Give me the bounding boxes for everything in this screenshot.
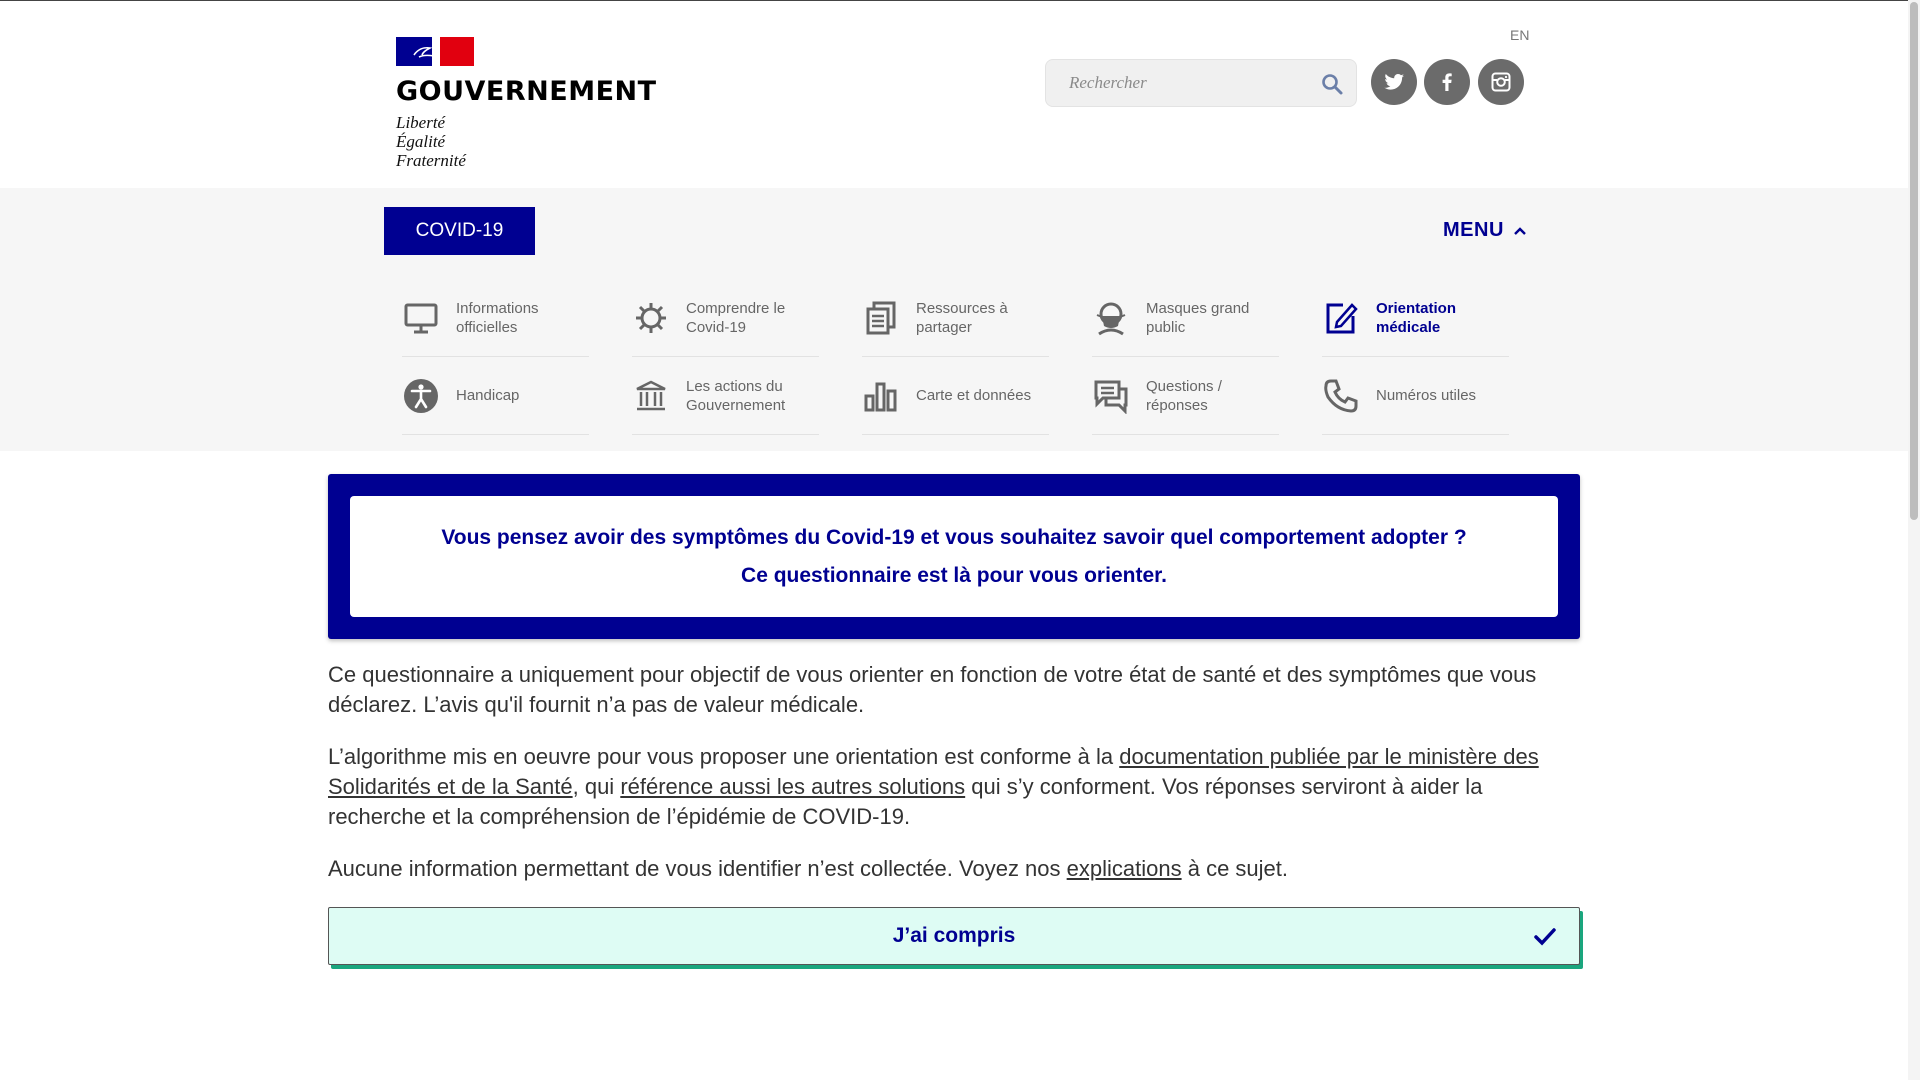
- language-switch-link[interactable]: EN: [1510, 27, 1530, 43]
- government-title: GOUVERNEMENT: [396, 76, 657, 107]
- menu-item-label: Masques grand public: [1146, 299, 1250, 336]
- search-input[interactable]: [1046, 60, 1296, 106]
- edit-note-icon: [1322, 299, 1360, 337]
- menu-label: MENU: [1443, 219, 1504, 241]
- government-logo[interactable]: [396, 37, 656, 169]
- menu-item-label: Comprendre le Covid-19: [686, 299, 786, 336]
- other-solutions-link[interactable]: référence aussi les autres solutions: [620, 774, 966, 799]
- search-box: [1045, 59, 1357, 107]
- facebook-button[interactable]: [1424, 59, 1470, 105]
- flag-icon: [396, 37, 474, 66]
- motto-fraternite: Fraternité: [396, 151, 466, 170]
- paragraph-text: , qui: [572, 774, 621, 799]
- scrollbar-thumb[interactable]: [1910, 2, 1918, 520]
- paragraph-text: qui s’y conforment. Vos réponses serviront à aider la recherche et la compréhension de l’épidémie de COVID-19.: [328, 774, 1483, 829]
- twitter-button[interactable]: [1371, 59, 1417, 105]
- phone-icon: [1322, 377, 1360, 415]
- disclaimer-paragraph-2: [328, 742, 1578, 832]
- menu-item-informations-officielles[interactable]: [402, 279, 589, 357]
- site-header: [0, 1, 1908, 187]
- documents-icon: [862, 299, 900, 337]
- disclaimer-text: [328, 660, 1578, 906]
- menu-item-label: Les actions du Gouvernement: [686, 377, 786, 414]
- documentation-link[interactable]: documentation publiée par le ministère des Solidarités et de la Santé: [328, 744, 1539, 799]
- marianne-icon: [410, 43, 440, 61]
- explanations-link[interactable]: explications: [1066, 856, 1182, 881]
- understood-button[interactable]: [328, 907, 1580, 965]
- disclaimer-paragraph-1: Ce questionnaire a uniquement pour objectif de vous orienter en fonction de votre état de santé et des symptômes que vous déclarez. L’avis qu'il fournit n’a pas de valeur médicale.: [328, 662, 1537, 717]
- instagram-icon: [1489, 70, 1513, 94]
- motto-liberte: Liberté: [396, 113, 446, 132]
- vertical-scrollbar[interactable]: [1908, 0, 1920, 1080]
- menu-item-label: Ressources à partager: [916, 299, 1008, 336]
- menu-item-label: Informations officielles: [456, 299, 539, 336]
- menu-item-numeros-utiles[interactable]: [1322, 357, 1509, 435]
- menu-item-actions-gouvernement[interactable]: [632, 357, 819, 435]
- twitter-icon: [1382, 70, 1406, 94]
- banner-question: Vous pensez avoir des symptômes du Covid-19 et vous souhaitez savoir quel comportement adopter ?: [441, 525, 1467, 549]
- menu-item-masques[interactable]: [1092, 279, 1279, 357]
- menu-item-carte-donnees[interactable]: [862, 357, 1049, 435]
- search-icon[interactable]: [1320, 72, 1344, 96]
- disclaimer-paragraph-3: [328, 854, 1578, 884]
- mask-icon: [1092, 299, 1130, 337]
- banner-subtitle: Ce questionnaire est là pour vous orienter.: [741, 563, 1167, 587]
- menu-item-label: Carte et données: [916, 387, 1032, 404]
- tab-covid-19[interactable]: COVID-19: [384, 207, 535, 255]
- menu-item-ressources[interactable]: [862, 279, 1049, 357]
- motto: [396, 113, 656, 170]
- virus-icon: [632, 299, 670, 337]
- menu-item-comprendre-covid[interactable]: [632, 279, 819, 357]
- menu-item-orientation-medicale[interactable]: [1322, 279, 1509, 357]
- instagram-button[interactable]: [1478, 59, 1524, 105]
- accessibility-icon: [402, 377, 440, 415]
- paragraph-text: Aucune information permettant de vous identifier n’est collectée. Voyez nos: [328, 856, 1067, 881]
- info-banner: [328, 474, 1580, 639]
- facebook-icon: [1435, 70, 1459, 94]
- menu-item-label: Orientation médicale: [1376, 299, 1457, 336]
- menu-item-questions-reponses[interactable]: [1092, 357, 1279, 435]
- menu-item-handicap[interactable]: [402, 357, 589, 435]
- understood-button-label: J’ai compris: [892, 924, 1016, 947]
- checkmark-icon: [1533, 926, 1557, 948]
- info-banner-box: [350, 496, 1558, 617]
- menu-toggle-button[interactable]: [1443, 219, 1528, 242]
- bar-chart-icon: [862, 377, 900, 415]
- chat-icon: [1092, 377, 1130, 415]
- paragraph-text: à ce sujet.: [1181, 856, 1288, 881]
- menu-item-label: Numéros utiles: [1376, 387, 1477, 404]
- monitor-icon: [402, 299, 440, 337]
- menu-item-label: Questions / réponses: [1146, 377, 1222, 414]
- paragraph-text: L’algorithme mis en oeuvre pour vous proposer une orientation est conforme à la: [328, 744, 1120, 769]
- menu-grid: [402, 279, 1518, 435]
- chevron-up-icon: [1512, 223, 1528, 239]
- menu-item-label: Handicap: [456, 387, 520, 404]
- building-icon: [632, 377, 670, 415]
- motto-egalite: Égalité: [396, 132, 446, 151]
